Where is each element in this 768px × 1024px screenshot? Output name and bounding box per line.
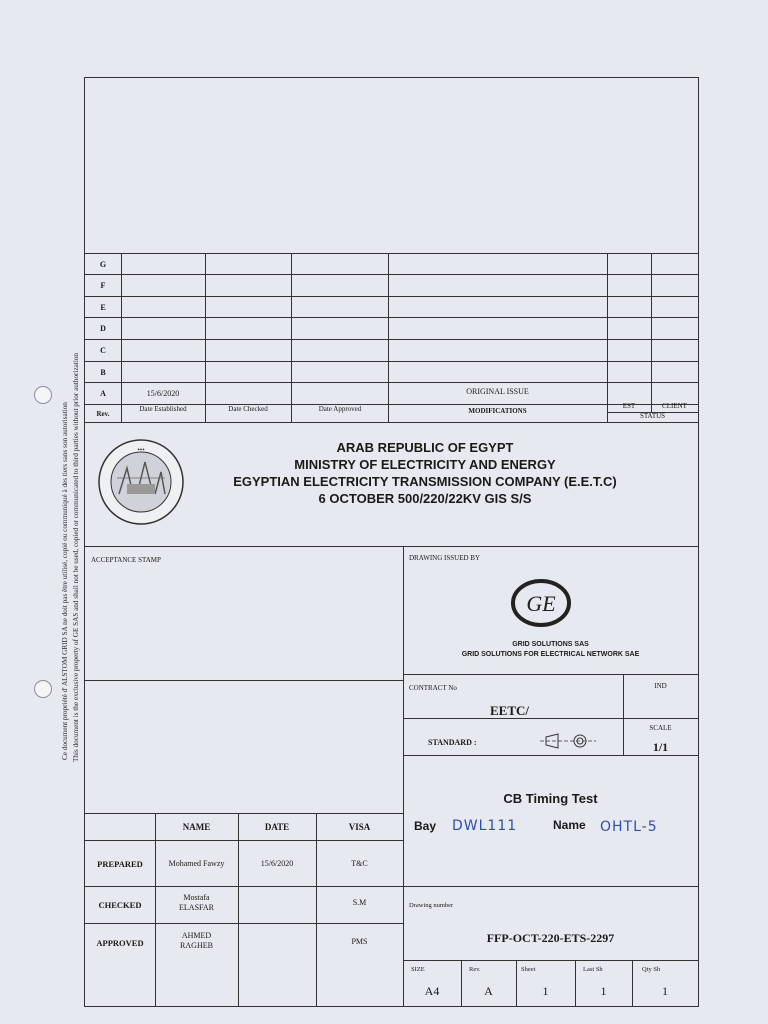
rev-header-established: Date Established bbox=[139, 405, 187, 413]
sig-header-date: DATE bbox=[264, 822, 290, 832]
rev-row-b: B bbox=[100, 368, 106, 377]
rev-row-c: C bbox=[100, 346, 106, 355]
sig-header-name: NAME bbox=[182, 822, 211, 832]
last-sheet-label: Last Sh bbox=[583, 966, 603, 973]
size-value: A4 bbox=[424, 984, 440, 998]
sig-name-approved: AHMED RAGHEB bbox=[180, 931, 213, 950]
title-block-frame bbox=[84, 77, 699, 1007]
confidentiality-note-fr: Ce document propriété d' ALSTOM GRID SA ne doit pas être utilisé, copié ou communiqué à des tiers sans son autorisation bbox=[61, 402, 69, 760]
bay-label: Bay bbox=[414, 819, 437, 833]
document-title: CB Timing Test bbox=[503, 791, 598, 806]
contract-label: CONTRACT No bbox=[409, 684, 457, 692]
rev-header-checked: Date Checked bbox=[228, 405, 268, 413]
rev-row-f: F bbox=[100, 281, 106, 290]
sig-role-approved: APPROVED bbox=[96, 938, 144, 948]
projection-symbol-icon bbox=[540, 732, 596, 750]
standard-label: STANDARD : bbox=[428, 738, 477, 747]
eetc-seal-logo bbox=[97, 438, 185, 526]
sig-name-prepared: Mohamed Fawzy bbox=[168, 859, 225, 868]
sig-header-visa: VISA bbox=[348, 822, 371, 832]
scale-value: 1/1 bbox=[652, 740, 669, 754]
rev-value: A bbox=[484, 984, 493, 998]
drawing-number-value: FFP-OCT-220-ETS-2297 bbox=[486, 931, 615, 945]
header-company: EGYPTIAN ELECTRICITY TRANSMISSION COMPANY (E.E.T.C) bbox=[233, 474, 617, 489]
rev-header-approved: Date Approved bbox=[318, 405, 362, 413]
sig-visa-prepared: T&C bbox=[351, 859, 368, 868]
sig-name-checked: Mostafa ELASFAR bbox=[179, 893, 214, 912]
binder-hole-bottom bbox=[34, 680, 52, 698]
drawing-number-label: Drawing number bbox=[409, 902, 454, 909]
scale-label: SCALE bbox=[649, 724, 672, 732]
sig-role-checked: CHECKED bbox=[98, 900, 142, 910]
bay-value: DWL111 bbox=[452, 818, 518, 834]
rev-row-e: E bbox=[100, 303, 106, 312]
header-substation: 6 OCTOBER 500/220/22KV GIS S/S bbox=[318, 491, 532, 506]
rev-header-est: EST bbox=[622, 402, 636, 410]
acceptance-stamp-label: ACCEPTANCE STAMP bbox=[91, 556, 161, 564]
rev-header-modifications: MODIFICATIONS bbox=[468, 407, 527, 415]
sig-date-prepared: 15/6/2020 bbox=[260, 859, 294, 868]
rev-header-rev: Rev. bbox=[96, 410, 110, 418]
sheet-label: Sheet bbox=[521, 966, 536, 973]
rev-label: Rev. bbox=[469, 966, 481, 973]
rev-row-g: G bbox=[99, 260, 107, 269]
sig-visa-approved: PMS bbox=[351, 937, 368, 946]
sig-visa-checked: S.M bbox=[352, 898, 367, 907]
sheet-value: 1 bbox=[542, 984, 549, 998]
confidentiality-note-en: This document is the exclusive property of GE SAS and shall not be used, copied or communicated to third parties without prior authorization bbox=[72, 353, 80, 762]
issuer-name: GRID SOLUTIONS SAS bbox=[512, 641, 589, 648]
ge-logo bbox=[510, 578, 572, 628]
ind-label: IND bbox=[654, 682, 667, 690]
name-label: Name bbox=[553, 818, 586, 832]
rev-header-client: CLIENT bbox=[662, 402, 687, 410]
sig-role-prepared: PREPARED bbox=[97, 859, 143, 869]
svg-text:•••: ••• bbox=[137, 446, 145, 454]
qty-sheet-value: 1 bbox=[662, 984, 668, 998]
contract-value: EETC/ bbox=[490, 703, 530, 718]
rev-a-date: 15/6/2020 bbox=[146, 389, 180, 398]
name-value: OHTL-5 bbox=[600, 819, 658, 835]
qty-sheet-label: Qty Sh bbox=[642, 966, 661, 973]
last-sheet-value: 1 bbox=[600, 984, 607, 998]
issuer-fullname: GRID SOLUTIONS FOR ELECTRICAL NETWORK SAE bbox=[461, 651, 640, 658]
drawing-issued-by-label: DRAWING ISSUED BY bbox=[409, 554, 480, 562]
rev-row-a: A bbox=[100, 389, 106, 398]
size-label: SIZE bbox=[411, 966, 425, 973]
binder-hole-top bbox=[34, 386, 52, 404]
rev-a-modification: ORIGINAL ISSUE bbox=[466, 387, 529, 396]
header-ministry: MINISTRY OF ELECTRICITY AND ENERGY bbox=[294, 457, 556, 472]
rev-header-status: STATUS bbox=[639, 412, 666, 420]
rev-row-d: D bbox=[100, 324, 106, 333]
header-country: ARAB REPUBLIC OF EGYPT bbox=[336, 440, 514, 455]
svg-text:GE: GE bbox=[526, 591, 556, 616]
